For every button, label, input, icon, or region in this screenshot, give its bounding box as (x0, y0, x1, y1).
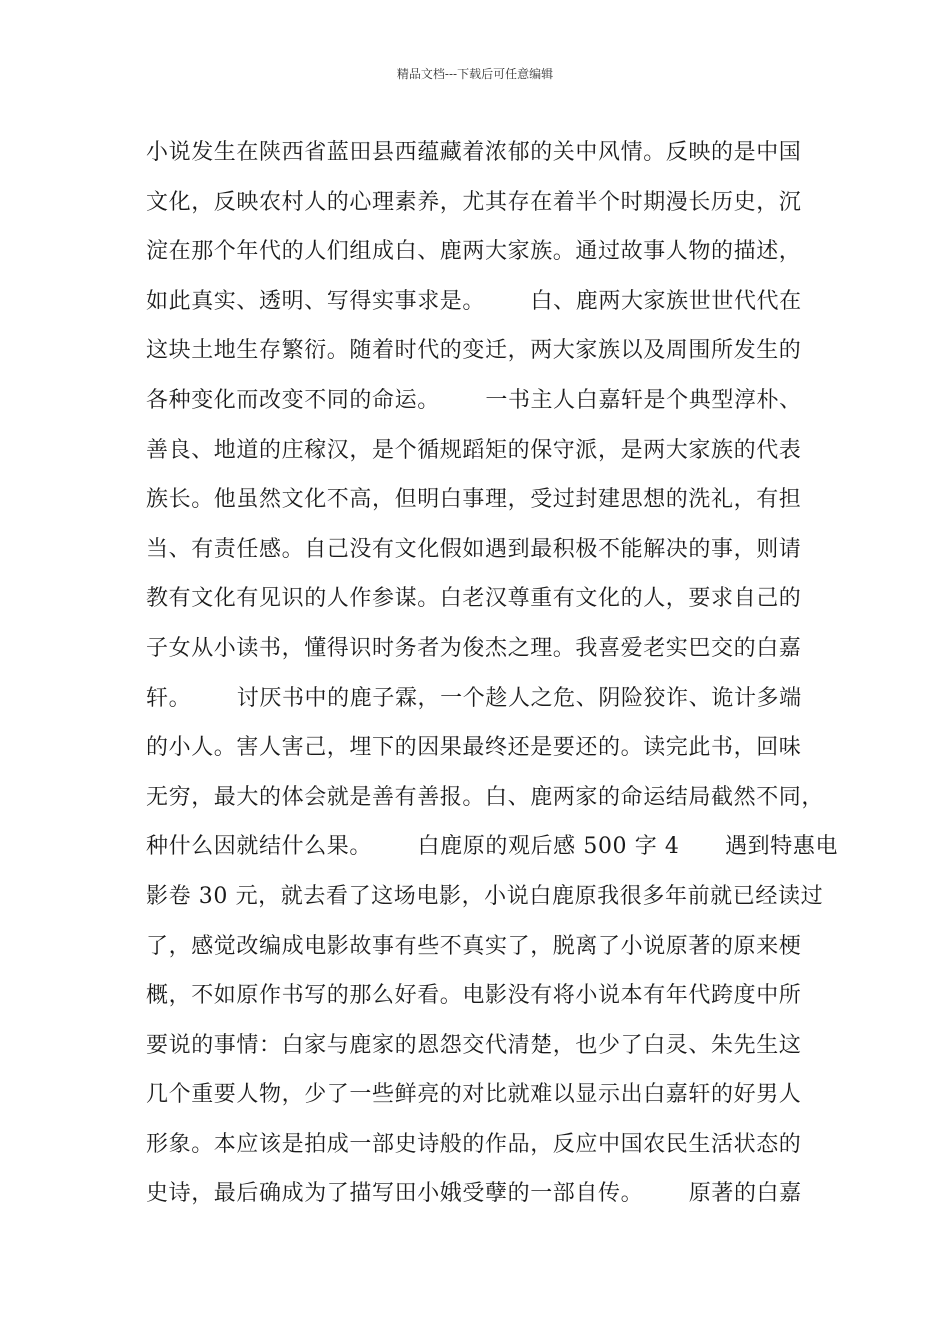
text-line: 文化，反映农村人的心理素养，尤其存在着半个时期漫长历史，沉 (146, 189, 802, 215)
page-header: 精品文档---下载后可任意编辑 (396, 67, 554, 81)
text-line: 种什么因就结什么果。 白鹿原的观后感 500 字 4 遇到特惠电 (146, 834, 839, 860)
text-line: 影卷 30 元，就去看了这场电影，小说白鹿原我很多年前就已经读过 (146, 883, 824, 909)
text-line: 概，不如原作书写的那么好看。电影没有将小说本有年代跨度中所 (146, 983, 802, 1009)
text-line: 教有文化有见识的人作参谋。白老汉尊重有文化的人，要求自己的 (146, 586, 802, 612)
text-line: 善良、地道的庄稼汉，是个循规蹈矩的保守派，是两大家族的代表 (146, 437, 802, 463)
text-line: 了，感觉改编成电影故事有些不真实了，脱离了小说原著的原来梗 (146, 933, 802, 959)
text-line: 的小人。害人害己，埋下的因果最终还是要还的。读完此书，回味 (146, 735, 802, 761)
text-line: 形象。本应该是拍成一部史诗般的作品，反应中国农民生活状态的 (146, 1131, 802, 1157)
text-line: 小说发生在陕西省蓝田县西蕴藏着浓郁的关中风情。反映的是中国 (146, 140, 802, 165)
text-line: 轩。 讨厌书中的鹿子霖，一个趁人之危、阴险狡诈、诡计多端 (146, 685, 802, 711)
text-line: 族长。他虽然文化不高，但明白事理，受过封建思想的洗礼，有担 (146, 487, 802, 513)
text-line: 要说的事情：白家与鹿家的恩怨交代清楚，也少了白灵、朱先生这 (146, 1032, 802, 1058)
document-body (146, 133, 839, 1224)
text-line: 各种变化而改变不同的命运。 一书主人白嘉轩是个典型淳朴、 (146, 387, 802, 413)
text-line: 淀在那个年代的人们组成白、鹿两大家族。通过故事人物的描述， (146, 239, 802, 265)
text-line: 当、有责任感。自己没有文化假如遇到最积极不能解决的事，则请 (146, 536, 802, 562)
text-line: 史诗，最后确成为了描写田小娥受孽的一部自传。 原著的白嘉 (146, 1181, 802, 1207)
text-line: 几个重要人物，少了一些鲜亮的对比就难以显示出白嘉轩的好男人 (146, 1082, 802, 1108)
text-line: 子女从小读书，懂得识时务者为俊杰之理。我喜爱老实巴交的白嘉 (146, 635, 802, 661)
text-line: 这块土地生存繁衍。随着时代的变迁，两大家族以及周围所发生的 (146, 338, 802, 364)
text-line: 无穷，最大的体会就是善有善报。白、鹿两家的命运结局截然不同， (146, 784, 825, 810)
text-line: 如此真实、透明、写得实事求是。 白、鹿两大家族世世代代在 (146, 288, 802, 314)
